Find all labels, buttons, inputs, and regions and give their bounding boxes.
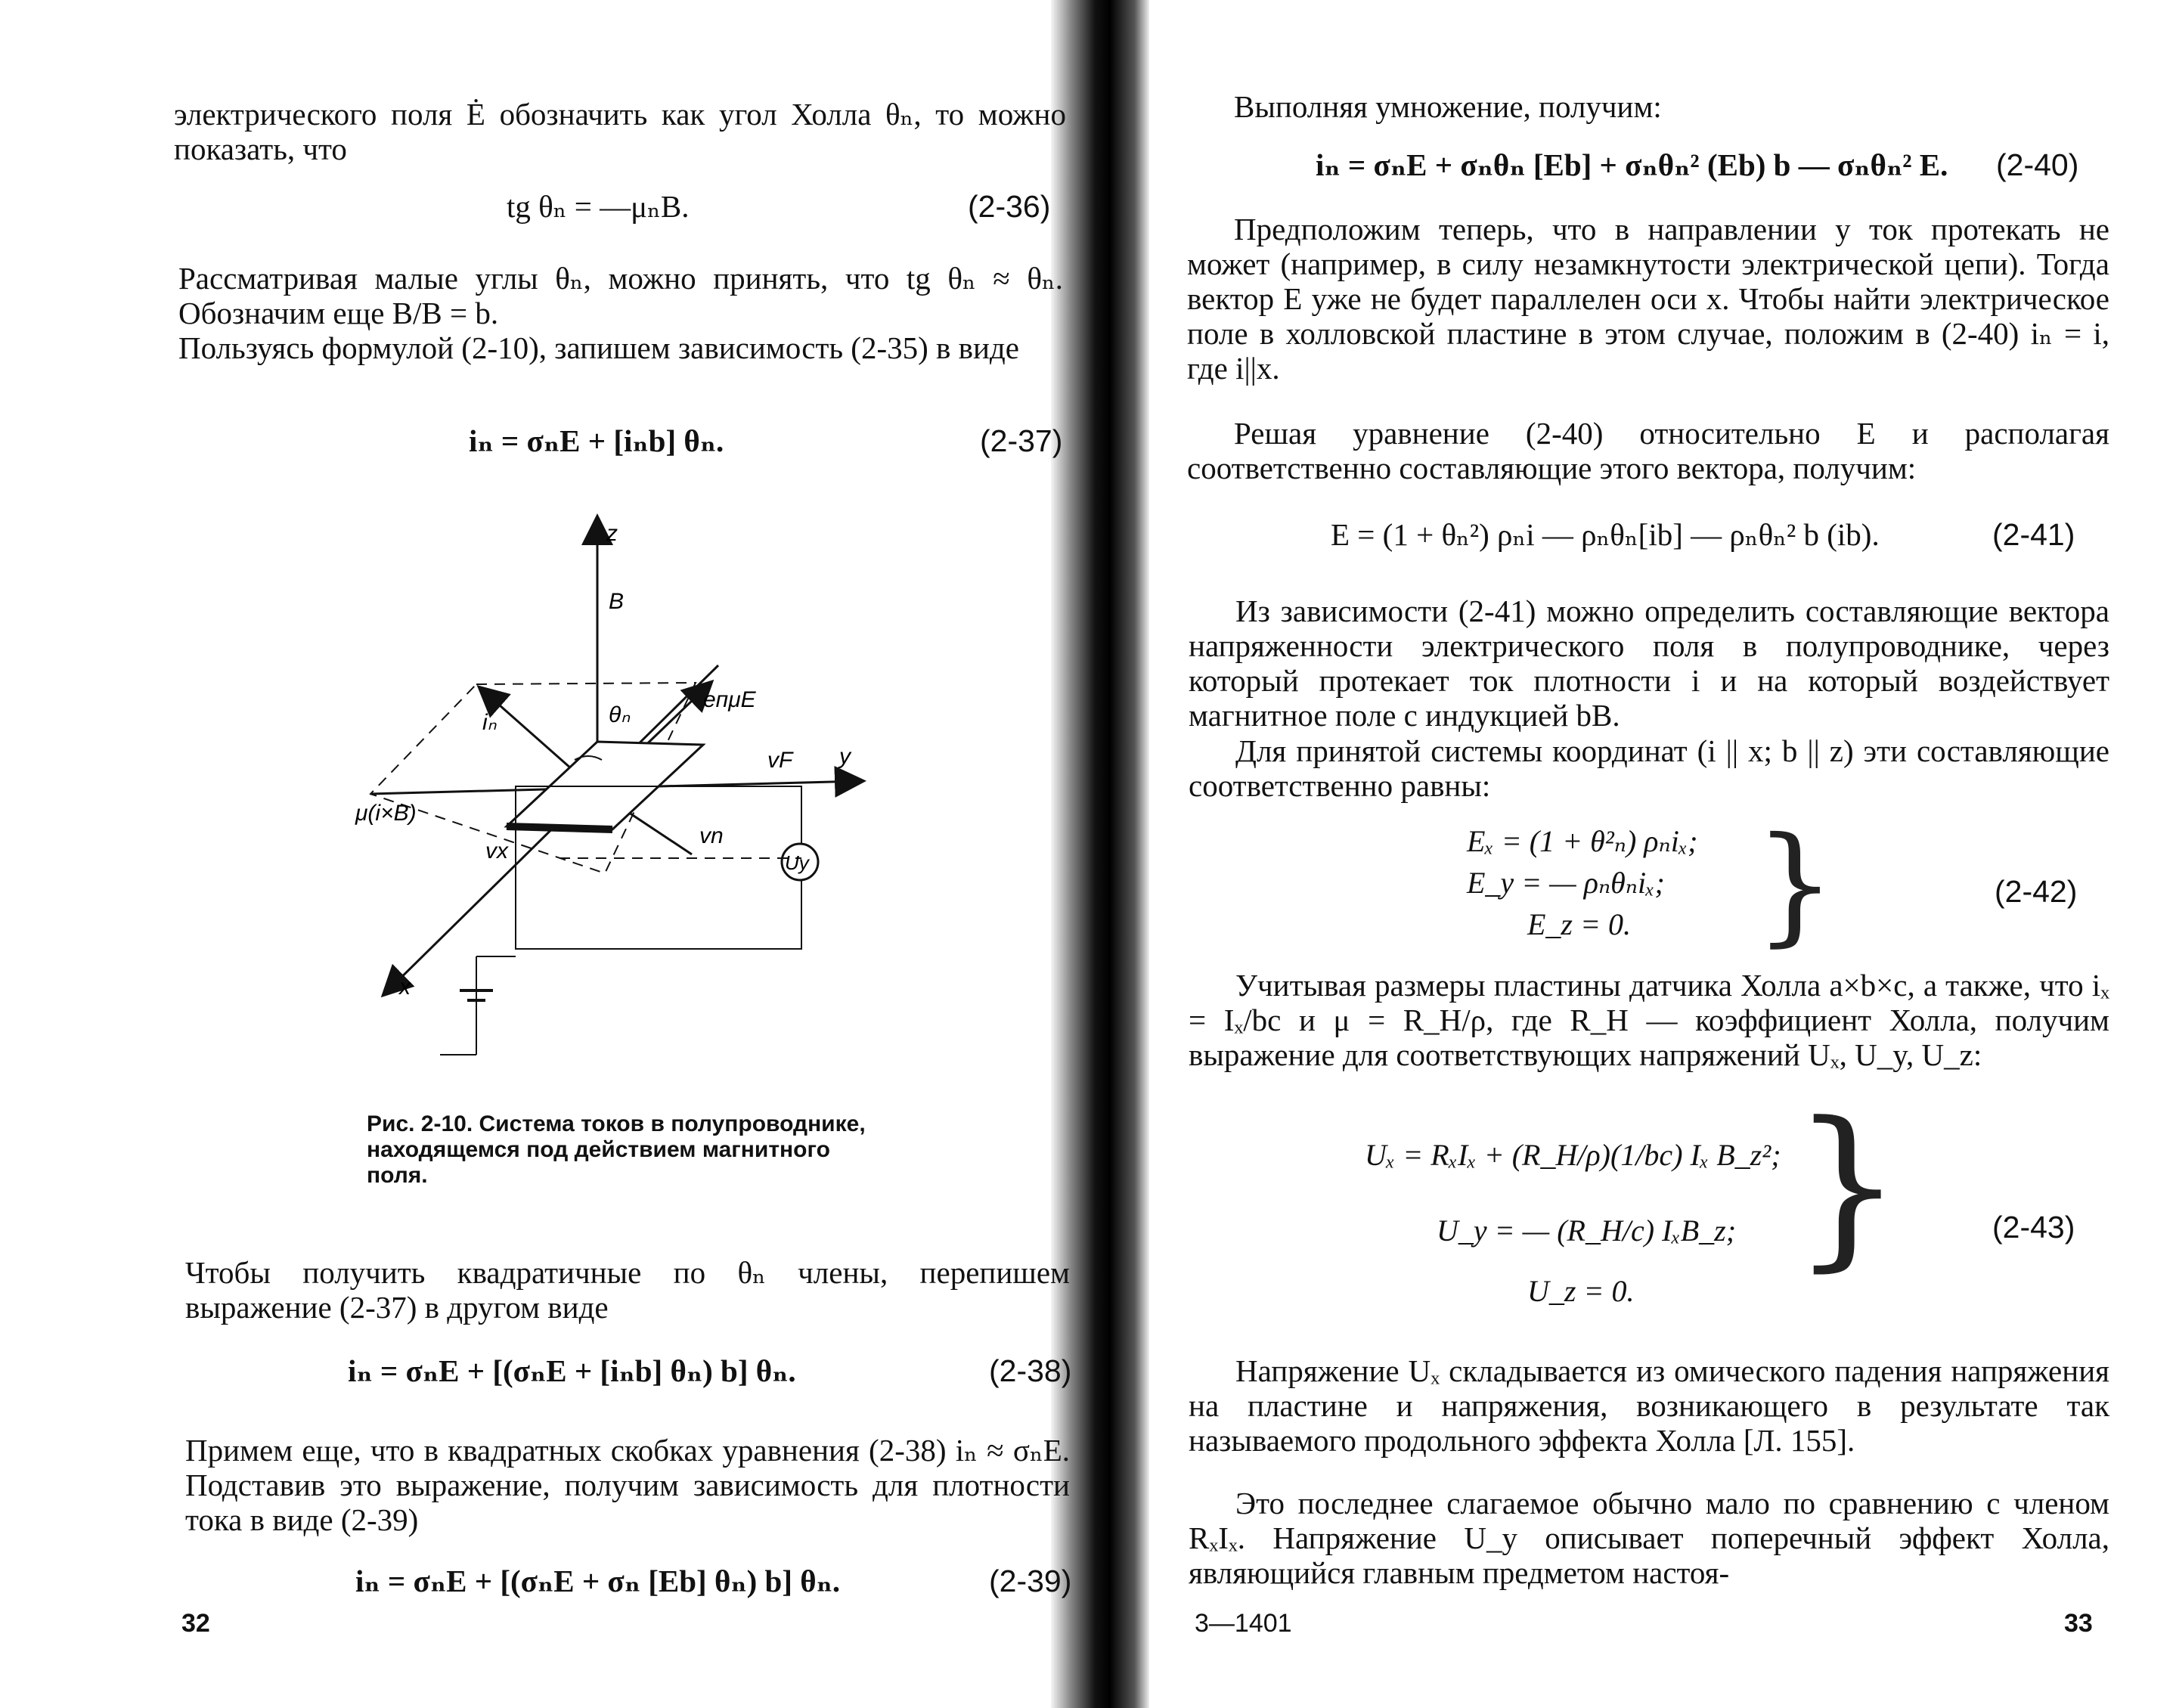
hall-effect-figure — [348, 510, 877, 1077]
paragraph-2: Рассматривая малые углы θₙ, можно принять, что tg θₙ ≈ θₙ. Обозначим еще B/B = b. — [178, 261, 1063, 330]
label-theta: θₙ — [609, 702, 631, 727]
brace-2-43: } — [1792, 1086, 1903, 1288]
page-number-right: 33 — [2064, 1609, 2093, 1638]
equation-2-42-line-1: Eₓ = (1 + θ²ₙ) ρₙiₓ; — [1467, 824, 1698, 858]
label-mu-ixb: μ(i×B) — [355, 801, 417, 826]
label-vf: vF — [767, 748, 793, 773]
paragraph-3: Пользуясь формулой (2-10), запишем зависимость (2-35) в виде — [178, 330, 1019, 365]
equation-number-2-36: (2-36) — [968, 189, 1051, 224]
label-b: B — [609, 589, 625, 614]
paragraph-r2: Предположим теперь, что в направлении y ток протекать не может (например, в силу незамкнутости электрической цепи). Тогда вектор E уже не будет параллелен оси x. Чтобы найти электрическое поле в холловской пластине в этом случае, положим в (2-40) iₙ = i, где i||x. — [1187, 212, 2109, 386]
equation-2-43-line-1: Uₓ = RₓIₓ + (R_H/ρ)(1/bc) Iₓ B_z²; — [1365, 1138, 1781, 1172]
equation-2-36: tg θₙ = —μₙB. — [507, 189, 690, 224]
right-page — [1149, 0, 2176, 1708]
equation-2-40: iₙ = σₙE + σₙθₙ [Eb] + σₙθₙ² (Eb) b — σₙθₙ² E. — [1316, 147, 1948, 182]
equation-2-39: iₙ = σₙE + [(σₙE + σₙ [Eb] θₙ) b] θₙ. — [355, 1564, 841, 1598]
label-y: y — [839, 744, 851, 769]
signature-mark: 3—1401 — [1195, 1609, 1292, 1638]
equation-2-42-line-2: E_y = — ρₙθₙiₓ; — [1467, 866, 1665, 900]
paragraph-r3: Решая уравнение (2-40) относительно E и располагая соответственно составляющие этого вектора, получим: — [1187, 416, 2109, 485]
equation-number-2-37: (2-37) — [980, 423, 1063, 458]
equation-2-37: iₙ = σₙE + [iₙb] θₙ. — [469, 423, 724, 458]
paragraph-5: Примем еще, что в квадратных скобках уравнения (2-38) iₙ ≈ σₙE. Подставив это выражение, получим зависимость для плотности тока в виде (2-39) — [185, 1433, 1070, 1537]
equation-number-2-40: (2-40) — [1996, 147, 2079, 182]
equation-2-38: iₙ = σₙE + [(σₙE + [iₙb] θₙ) b] θₙ. — [348, 1353, 796, 1388]
paragraph-r7: Напряжение Uₓ складывается из омического падения напряжения на пластине и напряжения, возникающего в результате так называемого продольного эффекта Холла [Л. 155]. — [1189, 1353, 2109, 1458]
equation-number-2-42: (2-42) — [1995, 874, 2078, 909]
equation-2-41: E = (1 + θₙ²) ρₙi — ρₙθₙ[ib] — ρₙθₙ² b (ib). — [1331, 517, 1880, 552]
label-x: x — [399, 975, 411, 1000]
equation-number-2-43: (2-43) — [1992, 1210, 2075, 1245]
brace-2-42: } — [1754, 810, 1837, 959]
plate-edge — [507, 826, 612, 829]
page-number-left: 32 — [181, 1609, 210, 1638]
paragraph-r8: Это последнее слагаемое обычно мало по сравнению с членом RₓIₓ. Напряжение U_y описывает поперечный эффект Холла, являющийся главным предметом настоя- — [1189, 1486, 2109, 1590]
equation-number-2-39: (2-39) — [989, 1564, 1072, 1598]
paragraph-4: Чтобы получить квадратичные по θₙ члены, перепишем выражение (2-37) в другом виде — [185, 1255, 1070, 1325]
paragraph-r6: Учитывая размеры пластины датчика Холла a×b×c, а также, что iₓ = Iₓ/bc и μ = R_H/ρ, где R_H — коэффициент Холла, получим выражение для соответствующих напряжений Uₓ, U_y, U_z: — [1189, 968, 2109, 1072]
label-in: iₙ — [482, 710, 497, 735]
equation-2-43-line-3: U_z = 0. — [1527, 1274, 1635, 1308]
paragraph-1: электрического поля Ė обозначить как угол Холла θₙ, то можно показать, что — [174, 97, 1066, 166]
equation-2-43-line-2: U_y = — (R_H/c) IₓB_z; — [1437, 1214, 1737, 1248]
label-vx: vx — [485, 839, 508, 863]
paragraph-r4: Из зависимости (2-41) можно определить составляющие вектора напряженности электрического поля в полупроводнике, через который протекает ток плотности i и на который воздействует магнитное поле с индукцией bB. — [1189, 594, 2109, 733]
equation-number-2-38: (2-38) — [989, 1353, 1072, 1388]
equation-number-2-41: (2-41) — [1992, 517, 2075, 552]
figure-caption: Рис. 2-10. Система токов в полупроводнике, находящемся под действием магнитного поля. — [367, 1111, 866, 1188]
label-z: z — [606, 521, 618, 546]
label-vn: vn — [699, 823, 724, 848]
equation-2-42-line-3: E_z = 0. — [1527, 907, 1631, 941]
label-uy: Uy — [785, 851, 809, 874]
label-en-mu-e: eпμE — [703, 687, 756, 712]
paragraph-r5: Для принятой системы координат (i || x; b || z) эти составляющие соответственно равны: — [1189, 733, 2109, 803]
paragraph-r1: Выполняя умножение, получим: — [1234, 89, 1662, 124]
